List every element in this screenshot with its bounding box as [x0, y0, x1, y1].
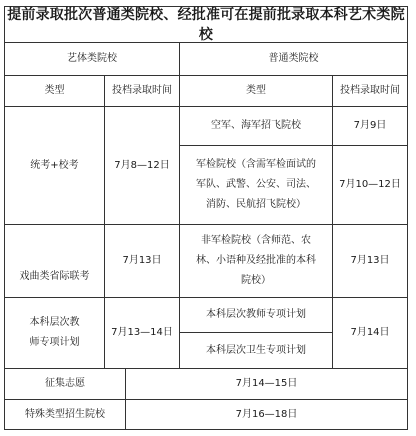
regular-type-cell: 本科层次卫生专项计划 — [206, 344, 306, 356]
art-type-cell: 本科层次教师专项计划 — [29, 317, 80, 348]
regular-schools-header: 普通类院校 — [268, 53, 319, 64]
type-cell: 特殊类型招生院校 — [25, 408, 105, 420]
time-cell: 7月14—15日 — [235, 378, 298, 389]
regular-time-header: 投档录取时间 — [340, 85, 400, 96]
type-cell: 征集志愿 — [45, 378, 85, 389]
art-time-cell: 7月13—14日 — [111, 327, 173, 338]
time-cell: 7月16—18日 — [235, 408, 298, 420]
art-time-cell: 7月13日 — [122, 255, 162, 266]
art-type-cell: 统考+校考 — [30, 159, 79, 171]
art-type-header: 类型 — [44, 85, 65, 96]
art-schools-header: 艺体类院校 — [67, 53, 117, 64]
schedule-table — [4, 6, 408, 430]
art-time-cell: 7月8—12日 — [114, 159, 170, 171]
art-time-header: 投档录取时间 — [112, 85, 172, 96]
regular-type-cell: 空军、海军招飞院校 — [211, 120, 301, 131]
regular-time-cell: 7月13日 — [350, 255, 390, 266]
regular-type-cell: 军检院校（含需军检面试的军队、武警、公安、司法、消防、民航招飞院校） — [196, 159, 316, 210]
regular-type-cell: 本科层次教师专项计划 — [206, 309, 306, 320]
regular-time-cell: 7月9日 — [353, 120, 387, 131]
art-type-cell: 戏曲类省际联考 — [19, 271, 90, 282]
regular-time-cell: 7月14日 — [350, 327, 390, 338]
regular-type-cell: 非军检院校（含师范、农林、小语种及经批准的本科院校） — [196, 235, 316, 286]
regular-time-cell: 7月10—12日 — [339, 179, 401, 190]
page-title: 提前录取批次普通类院校、经批准可在提前批录取本科艺术类院校 — [7, 6, 405, 43]
regular-type-header: 类型 — [246, 85, 266, 96]
